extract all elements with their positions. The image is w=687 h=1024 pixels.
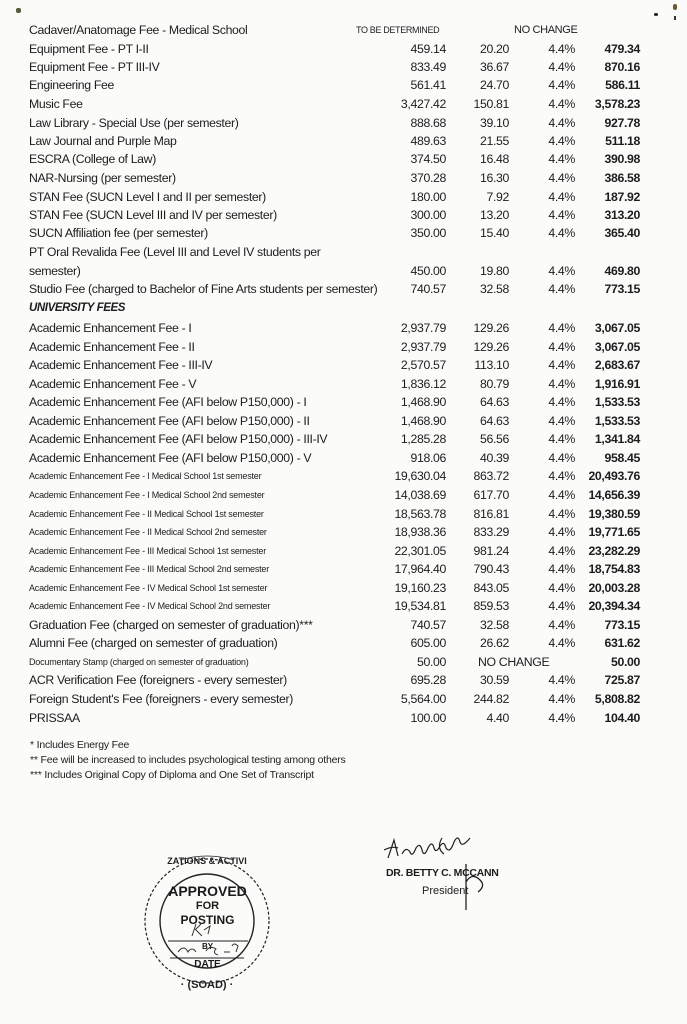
fee-label: Foreign Student's Fee (foreigners - every semester) [29, 692, 294, 706]
stamp-approved: APPROVED [168, 883, 247, 899]
table-row [0, 691, 687, 708]
section-title-university-fees: UNIVERSITY FEES [29, 302, 126, 314]
increase-amount: 790.43 [473, 562, 509, 576]
fee-label: Music Fee [29, 97, 83, 111]
new-fee: 1,341.84 [594, 432, 640, 446]
table-row [0, 506, 687, 523]
svg-text:ZATIONS & ACTIVI: ZATIONS & ACTIVI [167, 856, 247, 866]
current-fee: 1,836.12 [400, 377, 446, 391]
increase-amount: 39.10 [479, 116, 509, 130]
current-fee: 14,038.69 [394, 488, 446, 502]
current-fee: 18,938.36 [394, 525, 446, 539]
current-fee: 833.49 [410, 60, 446, 74]
increase-amount: 981.24 [473, 544, 509, 558]
increase-amount: 13.20 [479, 208, 509, 222]
rate-no-change: NO CHANGE [478, 655, 550, 669]
footnote: * Includes Energy Fee [30, 739, 130, 751]
table-row [0, 225, 687, 242]
fee-label: STAN Fee (SUCN Level I and II per semester) [29, 190, 266, 204]
table-row [0, 394, 687, 411]
fee-label: PT Oral Revalida Fee (Level III and Level IV students per [29, 245, 321, 259]
approval-stamp [140, 848, 275, 998]
fee-label: Academic Enhancement Fee - IV Medical School 1st semester [29, 583, 268, 593]
fee-label: Alumni Fee (charged on semester of graduation) [29, 636, 278, 650]
table-row [0, 598, 687, 615]
increase-rate: 4.4% [548, 581, 575, 595]
scan-speck [16, 8, 21, 13]
rate-no-change: NO CHANGE [514, 24, 578, 36]
new-fee: 19,771.65 [588, 525, 640, 539]
new-fee: 1,533.53 [594, 395, 640, 409]
fee-label: Academic Enhancement Fee - V [29, 377, 197, 391]
new-fee: 313.20 [604, 208, 640, 222]
increase-amount: 244.82 [473, 692, 509, 706]
current-fee: 19,630.04 [394, 469, 446, 483]
current-fee: 100.00 [410, 711, 446, 725]
svg-text:· (SOAD) ·: · (SOAD) · [180, 979, 234, 991]
increase-rate: 4.4% [548, 507, 575, 521]
new-fee: 18,754.83 [588, 562, 640, 576]
new-fee: 3,067.05 [594, 321, 640, 335]
signature-block [360, 830, 560, 920]
new-fee: 1,533.53 [594, 414, 640, 428]
table-row [0, 320, 687, 337]
fee-label: semester) [29, 264, 81, 278]
fee-label: NAR-Nursing (per semester) [29, 171, 176, 185]
fee-label: Academic Enhancement Fee - III Medical School 2nd semester [29, 564, 270, 574]
table-row [0, 376, 687, 393]
current-fee: 18,563.78 [394, 507, 446, 521]
new-fee: 927.78 [604, 116, 640, 130]
fee-label: Academic Enhancement Fee - I [29, 321, 192, 335]
new-fee: 14,656.39 [588, 488, 640, 502]
fee-label: Law Journal and Purple Map [29, 134, 177, 148]
increase-rate: 4.4% [548, 282, 575, 296]
current-fee: 19,534.81 [394, 599, 446, 613]
increase-rate: 4.4% [548, 190, 575, 204]
new-fee: 5,808.82 [594, 692, 640, 706]
new-fee: 586.11 [605, 78, 640, 92]
table-row [0, 22, 687, 39]
new-fee: 511.18 [605, 134, 640, 148]
increase-amount: 129.26 [473, 321, 509, 335]
increase-amount: 32.58 [479, 618, 509, 632]
new-fee: 187.92 [604, 190, 640, 204]
current-fee-tbd: TO BE DETERMINED [356, 25, 440, 35]
table-row [0, 244, 687, 261]
table-row [0, 207, 687, 224]
fee-label: Academic Enhancement Fee - II Medical School 2nd semester [29, 527, 267, 537]
increase-amount: 863.72 [473, 469, 509, 483]
increase-rate: 4.4% [548, 488, 575, 502]
fee-label: Law Library - Special Use (per semester) [29, 116, 239, 130]
table-row [0, 263, 687, 280]
increase-amount: 30.59 [479, 673, 509, 687]
current-fee: 3,427.42 [400, 97, 446, 111]
current-fee: 374.50 [410, 152, 446, 166]
increase-amount: 129.26 [473, 340, 509, 354]
new-fee: 20,394.34 [588, 599, 640, 613]
new-fee: 104.40 [604, 711, 640, 725]
table-row [0, 96, 687, 113]
table-row [0, 431, 687, 448]
new-fee: 20,493.76 [588, 469, 640, 483]
current-fee: 5,564.00 [400, 692, 446, 706]
increase-amount: 80.79 [479, 377, 509, 391]
new-fee: 469.80 [604, 264, 640, 278]
current-fee: 180.00 [410, 190, 446, 204]
current-fee: 489.63 [410, 134, 446, 148]
fee-label: STAN Fee (SUCN Level III and IV per semester) [29, 208, 277, 222]
increase-rate: 4.4% [548, 673, 575, 687]
fee-label: Academic Enhancement Fee (AFI below P150,000) - V [29, 451, 312, 465]
increase-amount: 40.39 [479, 451, 509, 465]
fee-label: Academic Enhancement Fee - I Medical School 2nd semester [29, 490, 265, 500]
increase-amount: 833.29 [473, 525, 509, 539]
increase-rate: 4.4% [548, 152, 575, 166]
increase-rate: 4.4% [548, 544, 575, 558]
stamp-posting: POSTING [180, 913, 235, 927]
increase-rate: 4.4% [548, 395, 575, 409]
increase-rate: 4.4% [548, 97, 575, 111]
current-fee: 300.00 [410, 208, 446, 222]
table-row [0, 617, 687, 634]
increase-amount: 64.63 [479, 395, 509, 409]
increase-amount: 4.40 [486, 711, 509, 725]
increase-rate: 4.4% [548, 340, 575, 354]
new-fee: 386.58 [604, 171, 640, 185]
new-fee: 479.34 [604, 42, 640, 56]
increase-amount: 19.80 [479, 264, 509, 278]
current-fee: 19,160.23 [394, 581, 446, 595]
table-row [0, 281, 687, 298]
increase-rate: 4.4% [548, 377, 575, 391]
table-row [0, 654, 687, 671]
fee-label: Equipment Fee - PT I-II [29, 42, 149, 56]
current-fee: 1,468.90 [400, 395, 446, 409]
new-fee: 773.15 [604, 282, 640, 296]
current-fee: 561.41 [410, 78, 446, 92]
increase-amount: 24.70 [479, 78, 509, 92]
table-row [0, 357, 687, 374]
table-row [0, 580, 687, 597]
fee-label: PRISSAA [29, 711, 80, 725]
fee-label: Equipment Fee - PT III-IV [29, 60, 160, 74]
increase-rate: 4.4% [548, 358, 575, 372]
fee-label: Academic Enhancement Fee (AFI below P150,000) - I [29, 395, 307, 409]
fee-label: ACR Verification Fee (foreigners - every semester) [29, 673, 287, 687]
fee-label: Academic Enhancement Fee - II [29, 340, 195, 354]
scan-speck [673, 4, 677, 10]
table-row [0, 170, 687, 187]
increase-amount: 7.92 [486, 190, 509, 204]
increase-amount: 113.10 [474, 358, 509, 372]
current-fee: 450.00 [410, 264, 446, 278]
current-fee: 918.06 [410, 451, 446, 465]
increase-amount: 26.62 [479, 636, 509, 650]
new-fee: 2,683.67 [594, 358, 640, 372]
increase-amount: 816.81 [473, 507, 509, 521]
fee-label: Studio Fee (charged to Bachelor of Fine Arts students per semester) [29, 282, 378, 296]
increase-rate: 4.4% [548, 432, 575, 446]
increase-amount: 843.05 [473, 581, 509, 595]
fee-label: Academic Enhancement Fee - II Medical School 1st semester [29, 509, 264, 519]
fee-label: Academic Enhancement Fee - III Medical School 1st semester [29, 546, 267, 556]
increase-amount: 617.70 [473, 488, 509, 502]
table-row [0, 189, 687, 206]
current-fee: 1,285.28 [400, 432, 446, 446]
increase-rate: 4.4% [548, 711, 575, 725]
current-fee: 2,937.79 [400, 340, 446, 354]
increase-rate: 4.4% [548, 321, 575, 335]
footnote: *** Includes Original Copy of Diploma and One Set of Transcript [30, 769, 314, 781]
increase-rate: 4.4% [548, 618, 575, 632]
fee-label: SUCN Affiliation fee (per semester) [29, 226, 208, 240]
current-fee: 370.28 [410, 171, 446, 185]
increase-rate: 4.4% [548, 636, 575, 650]
current-fee: 888.68 [410, 116, 446, 130]
increase-rate: 4.4% [548, 414, 575, 428]
increase-rate: 4.4% [548, 264, 575, 278]
new-fee: 19,380.59 [588, 507, 640, 521]
increase-rate: 4.4% [548, 599, 575, 613]
new-fee: 3,578.23 [594, 97, 640, 111]
scan-speck [654, 13, 658, 16]
fee-label: Cadaver/Anatomage Fee - Medical School [29, 23, 248, 37]
signatory-name: DR. BETTY C. MCCANN [386, 867, 499, 879]
increase-amount: 150.81 [473, 97, 509, 111]
increase-amount: 15.40 [479, 226, 509, 240]
increase-amount: 21.55 [479, 134, 509, 148]
new-fee: 1,916.91 [594, 377, 640, 391]
increase-rate: 4.4% [548, 226, 575, 240]
table-row [0, 133, 687, 150]
new-fee: 20,003.28 [588, 581, 640, 595]
table-row [0, 115, 687, 132]
fee-label: Academic Enhancement Fee (AFI below P150,000) - II [29, 414, 310, 428]
current-fee: 17,964.40 [394, 562, 446, 576]
table-row [0, 524, 687, 541]
table-row [0, 151, 687, 168]
new-fee: 390.98 [604, 152, 640, 166]
increase-rate: 4.4% [548, 562, 575, 576]
increase-rate: 4.4% [548, 134, 575, 148]
current-fee: 50.00 [416, 655, 446, 669]
table-row [0, 635, 687, 652]
increase-amount: 859.53 [473, 599, 509, 613]
signatory-title: President [422, 885, 469, 897]
increase-rate: 4.4% [548, 525, 575, 539]
current-fee: 22,301.05 [394, 544, 446, 558]
increase-amount: 16.30 [479, 171, 509, 185]
increase-rate: 4.4% [548, 60, 575, 74]
increase-amount: 56.56 [479, 432, 509, 446]
current-fee: 605.00 [410, 636, 446, 650]
fee-label: Academic Enhancement Fee (AFI below P150,000) - III-IV [29, 432, 328, 446]
current-fee: 459.14 [410, 42, 446, 56]
increase-amount: 16.48 [479, 152, 509, 166]
stamp-date-label: DATE [194, 959, 221, 970]
new-fee: 631.62 [604, 636, 640, 650]
new-fee: 3,067.05 [594, 340, 640, 354]
fee-label: Academic Enhancement Fee - I Medical School 1st semester [29, 471, 262, 481]
current-fee: 695.28 [410, 673, 446, 687]
stamp-for: FOR [195, 900, 220, 912]
table-row [0, 59, 687, 76]
fee-label: ESCRA (College of Law) [29, 152, 156, 166]
table-row [0, 543, 687, 560]
new-fee: 23,282.29 [588, 544, 640, 558]
increase-amount: 32.58 [479, 282, 509, 296]
fee-label: Engineering Fee [29, 78, 114, 92]
current-fee: 740.57 [410, 618, 446, 632]
current-fee: 2,937.79 [400, 321, 446, 335]
scan-speck [674, 16, 676, 20]
table-row [0, 77, 687, 94]
fee-label: Academic Enhancement Fee - III-IV [29, 358, 213, 372]
current-fee: 740.57 [410, 282, 446, 296]
current-fee: 350.00 [410, 226, 446, 240]
fee-label: Academic Enhancement Fee - IV Medical School 2nd semester [29, 601, 271, 611]
increase-rate: 4.4% [548, 42, 575, 56]
increase-amount: 20.20 [479, 42, 509, 56]
table-row [0, 339, 687, 356]
increase-rate: 4.4% [548, 451, 575, 465]
new-fee: 958.45 [604, 451, 640, 465]
footnote: ** Fee will be increased to includes psychological testing among others [30, 754, 346, 766]
table-row [0, 41, 687, 58]
stamp-by-label: BY [201, 942, 214, 951]
current-fee: 2,570.57 [400, 358, 446, 372]
fee-label: Documentary Stamp (charged on semester of graduation) [29, 657, 249, 667]
new-fee: 50.00 [610, 655, 640, 669]
increase-rate: 4.4% [548, 692, 575, 706]
current-fee: 1,468.90 [400, 414, 446, 428]
table-row [0, 710, 687, 727]
increase-rate: 4.4% [548, 171, 575, 185]
increase-amount: 64.63 [479, 414, 509, 428]
new-fee: 365.40 [604, 226, 640, 240]
table-row [0, 487, 687, 504]
table-row [0, 468, 687, 485]
table-row [0, 561, 687, 578]
new-fee: 870.16 [604, 60, 640, 74]
increase-amount: 36.67 [479, 60, 509, 74]
increase-rate: 4.4% [548, 469, 575, 483]
table-row [0, 450, 687, 467]
new-fee: 773.15 [604, 618, 640, 632]
fee-label: Graduation Fee (charged on semester of graduation)*** [29, 618, 313, 632]
new-fee: 725.87 [604, 673, 640, 687]
increase-rate: 4.4% [548, 208, 575, 222]
increase-rate: 4.4% [548, 78, 575, 92]
table-row [0, 672, 687, 689]
table-row [0, 413, 687, 430]
increase-rate: 4.4% [548, 116, 575, 130]
footnotes [30, 738, 346, 783]
